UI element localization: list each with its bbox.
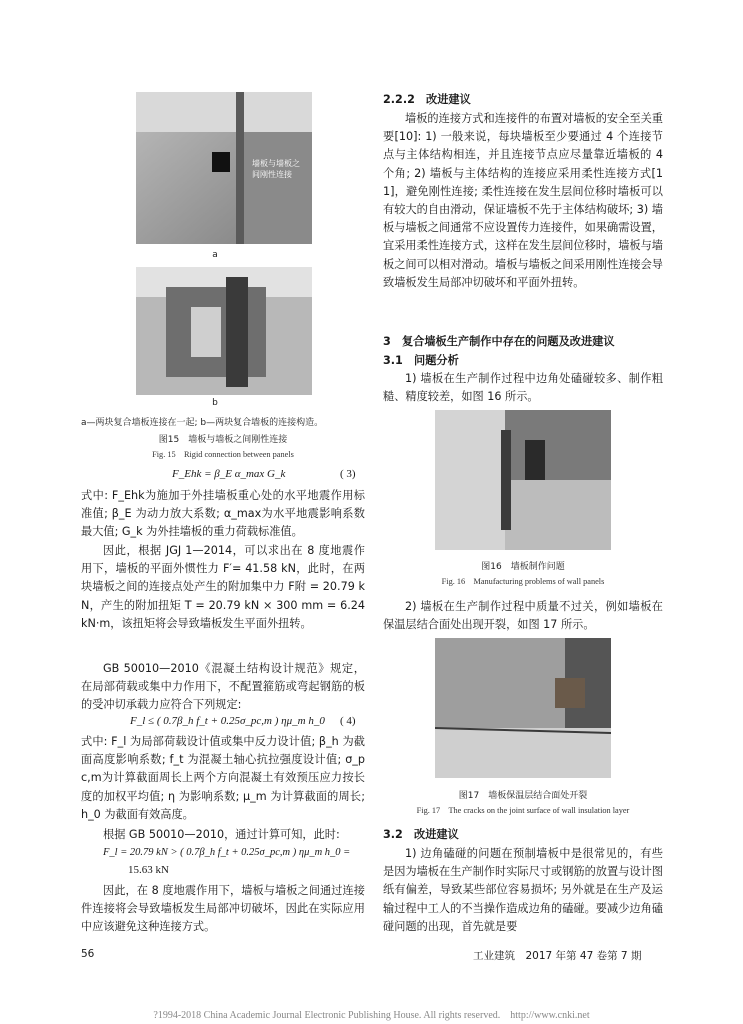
paragraph-eq4-definition: 式中: F_l 为局部荷载设计值或集中反力设计值; β_h 为截面高度影响系数; f_t 为混凝土轴心抗拉强度设计值; σ_pc,m为计算截面周长上两个方向混凝土有效预压应力按长度的加权平均值; η 为影响系数; μ_m 为计算截面的周长; h_0 为截面有效高度。 xyxy=(81,735,365,821)
figure-16-caption-en: Fig. 16 Manufacturing problems of wall panels xyxy=(441,577,605,586)
figure-15a-label-line2: 间刚性连接 xyxy=(252,170,292,179)
figure-17-caption-en: Fig. 17 The cracks on the joint surface of wall insulation layer xyxy=(416,806,630,815)
figure-17-illustration xyxy=(435,638,611,778)
paragraph-conclusion: 因此，在 8 度地震作用下，墙板与墙板之间通过连接件连接将会导致墙板发生局部冲切破坏，因此在实际应用中应该避免这种连接方式。 xyxy=(81,884,365,934)
figure-15b-sublabel: b xyxy=(212,398,218,408)
equation-3-number: ( 3) xyxy=(340,468,356,480)
equation-4: F_l ≤ ( 0.7β_h f_t + 0.25σ_pc,m ) ημ_m h_0 xyxy=(130,715,325,727)
figure-15b-photo xyxy=(136,267,312,395)
heading-3: 3 复合墙板生产制作中存在的问题及改进建议 xyxy=(383,335,615,348)
paragraph-3-1-b: 2) 墙板在生产制作过程中质量不过关，例如墙板在保温层结合面处出现开裂，如图 17 所示。 xyxy=(383,600,663,632)
figure-15-caption-cn: 图15 墙板与墙板之间刚性连接 xyxy=(158,435,288,445)
paragraph-3-2: 1) 边角磕碰的问题在预制墙板中是很常见的，有些是因为墙板在生产制作时实际尺寸或钢筋的放置与设计图纸有偏差，导致某些部位容易损坏; 另外就是在生产及运输过程中工人的不当操作造成边角的磕碰。要减少边角磕碰问题的出现，首先就是要 xyxy=(383,847,663,933)
figure-16-illustration xyxy=(435,410,611,550)
page-number: 56 xyxy=(81,948,95,960)
paragraph-2-2-2: 墙板的连接方式和连接件的布置对墙板的安全至关重要[10]: 1) 一般来说，每块墙板至少要通过 4 个连接节点与主体结构相连，并且连接节点应尽量靠近墙板的 4 个角; 2) 墙板与主体结构的连接应采用柔性连接方式[11]，避免刚性连接; 柔性连接在发生层间位移时墙板可以有较大的自由滑动，保证墙板不先于主体结构破坏; 3) 墙板与墙板之间通常不应设置传力连接件，如果确需设置，宜采用柔性连接方式，这样在发生层间位移时，墙板与墙板之间可以相对滑动。墙板与墙板之间采用刚性连接会导致墙板发生局部冲切破坏和平面外扭转。 xyxy=(383,112,663,289)
paragraph-seismic-force: 因此，根据 JGJ 1—2014，可以求出在 8 度地震作用下，墙板的平面外惯性力 F′= 41.58 kN，此时，在两块墙板之间的连接点处产生的附加集中力 F附 = 20.79 kN，产生的附加扭矩 T = 20.79 kN × 300 mm = 6.24 kN·m，该扭矩将会导致墙板发生平面外扭转。 xyxy=(81,544,365,630)
equation-3: F_Ehk = β_E α_max G_k xyxy=(172,468,286,480)
equation-4-number: ( 4) xyxy=(340,715,356,727)
figure-16-photo xyxy=(435,410,611,550)
heading-3-1: 3.1 问题分析 xyxy=(383,354,459,367)
journal-info: 工业建筑 2017 年第 47 卷第 7 期 xyxy=(473,950,642,962)
figure-15-legend: a—两块复合墙板连接在一起; b—两块复合墙板的连接构造。 xyxy=(81,418,324,428)
figure-16-caption-cn: 图16 墙板制作问题 xyxy=(481,562,565,572)
heading-2-2-2: 2.2.2 改进建议 xyxy=(383,93,471,106)
figure-15b-illustration xyxy=(136,267,312,395)
paragraph-gb-code: GB 50010—2010《混凝土结构设计规范》规定，在局部荷载或集中力作用下，不配置箍筋或弯起钢筋的板的受冲切承载力应符合下列规定: xyxy=(81,662,365,712)
copyright-notice: ?1994-2018 China Academic Journal Electronic Publishing House. All rights reserved. http://www.cnki.net xyxy=(153,1010,590,1021)
paragraph-3-1-a: 1) 墙板在生产制作过程中边角处磕碰较多、制作粗糙、精度较差，如图 16 所示。 xyxy=(383,372,663,404)
equation-5-line1: F_l = 20.79 kN > ( 0.7β_h f_t + 0.25σ_pc,m ) ημ_m h_0 = xyxy=(103,847,351,858)
figure-15a-sublabel: a xyxy=(212,250,218,260)
figure-17-photo xyxy=(435,638,611,778)
figure-17-caption-cn: 图17 墙板保温层结合面处开裂 xyxy=(458,791,588,801)
paragraph-eq3-definition: 式中: F_Ehk为施加于外挂墙板重心处的水平地震作用标准值; β_E 为动力放大系数; α_max为水平地震影响系数最大值; G_k 为外挂墙板的重力荷载标准值。 xyxy=(81,489,365,539)
figure-15a-label-line1: 墙板与墙板之 xyxy=(252,159,300,168)
figure-15-caption-en: Fig. 15 Rigid connection between panels xyxy=(152,450,294,459)
figure-15a-label xyxy=(252,158,312,180)
heading-3-2: 3.2 改进建议 xyxy=(383,828,459,841)
paragraph-calculation: 根据 GB 50010—2010，通过计算可知，此时: xyxy=(103,828,340,841)
equation-5-line2: 15.63 kN xyxy=(128,864,169,876)
